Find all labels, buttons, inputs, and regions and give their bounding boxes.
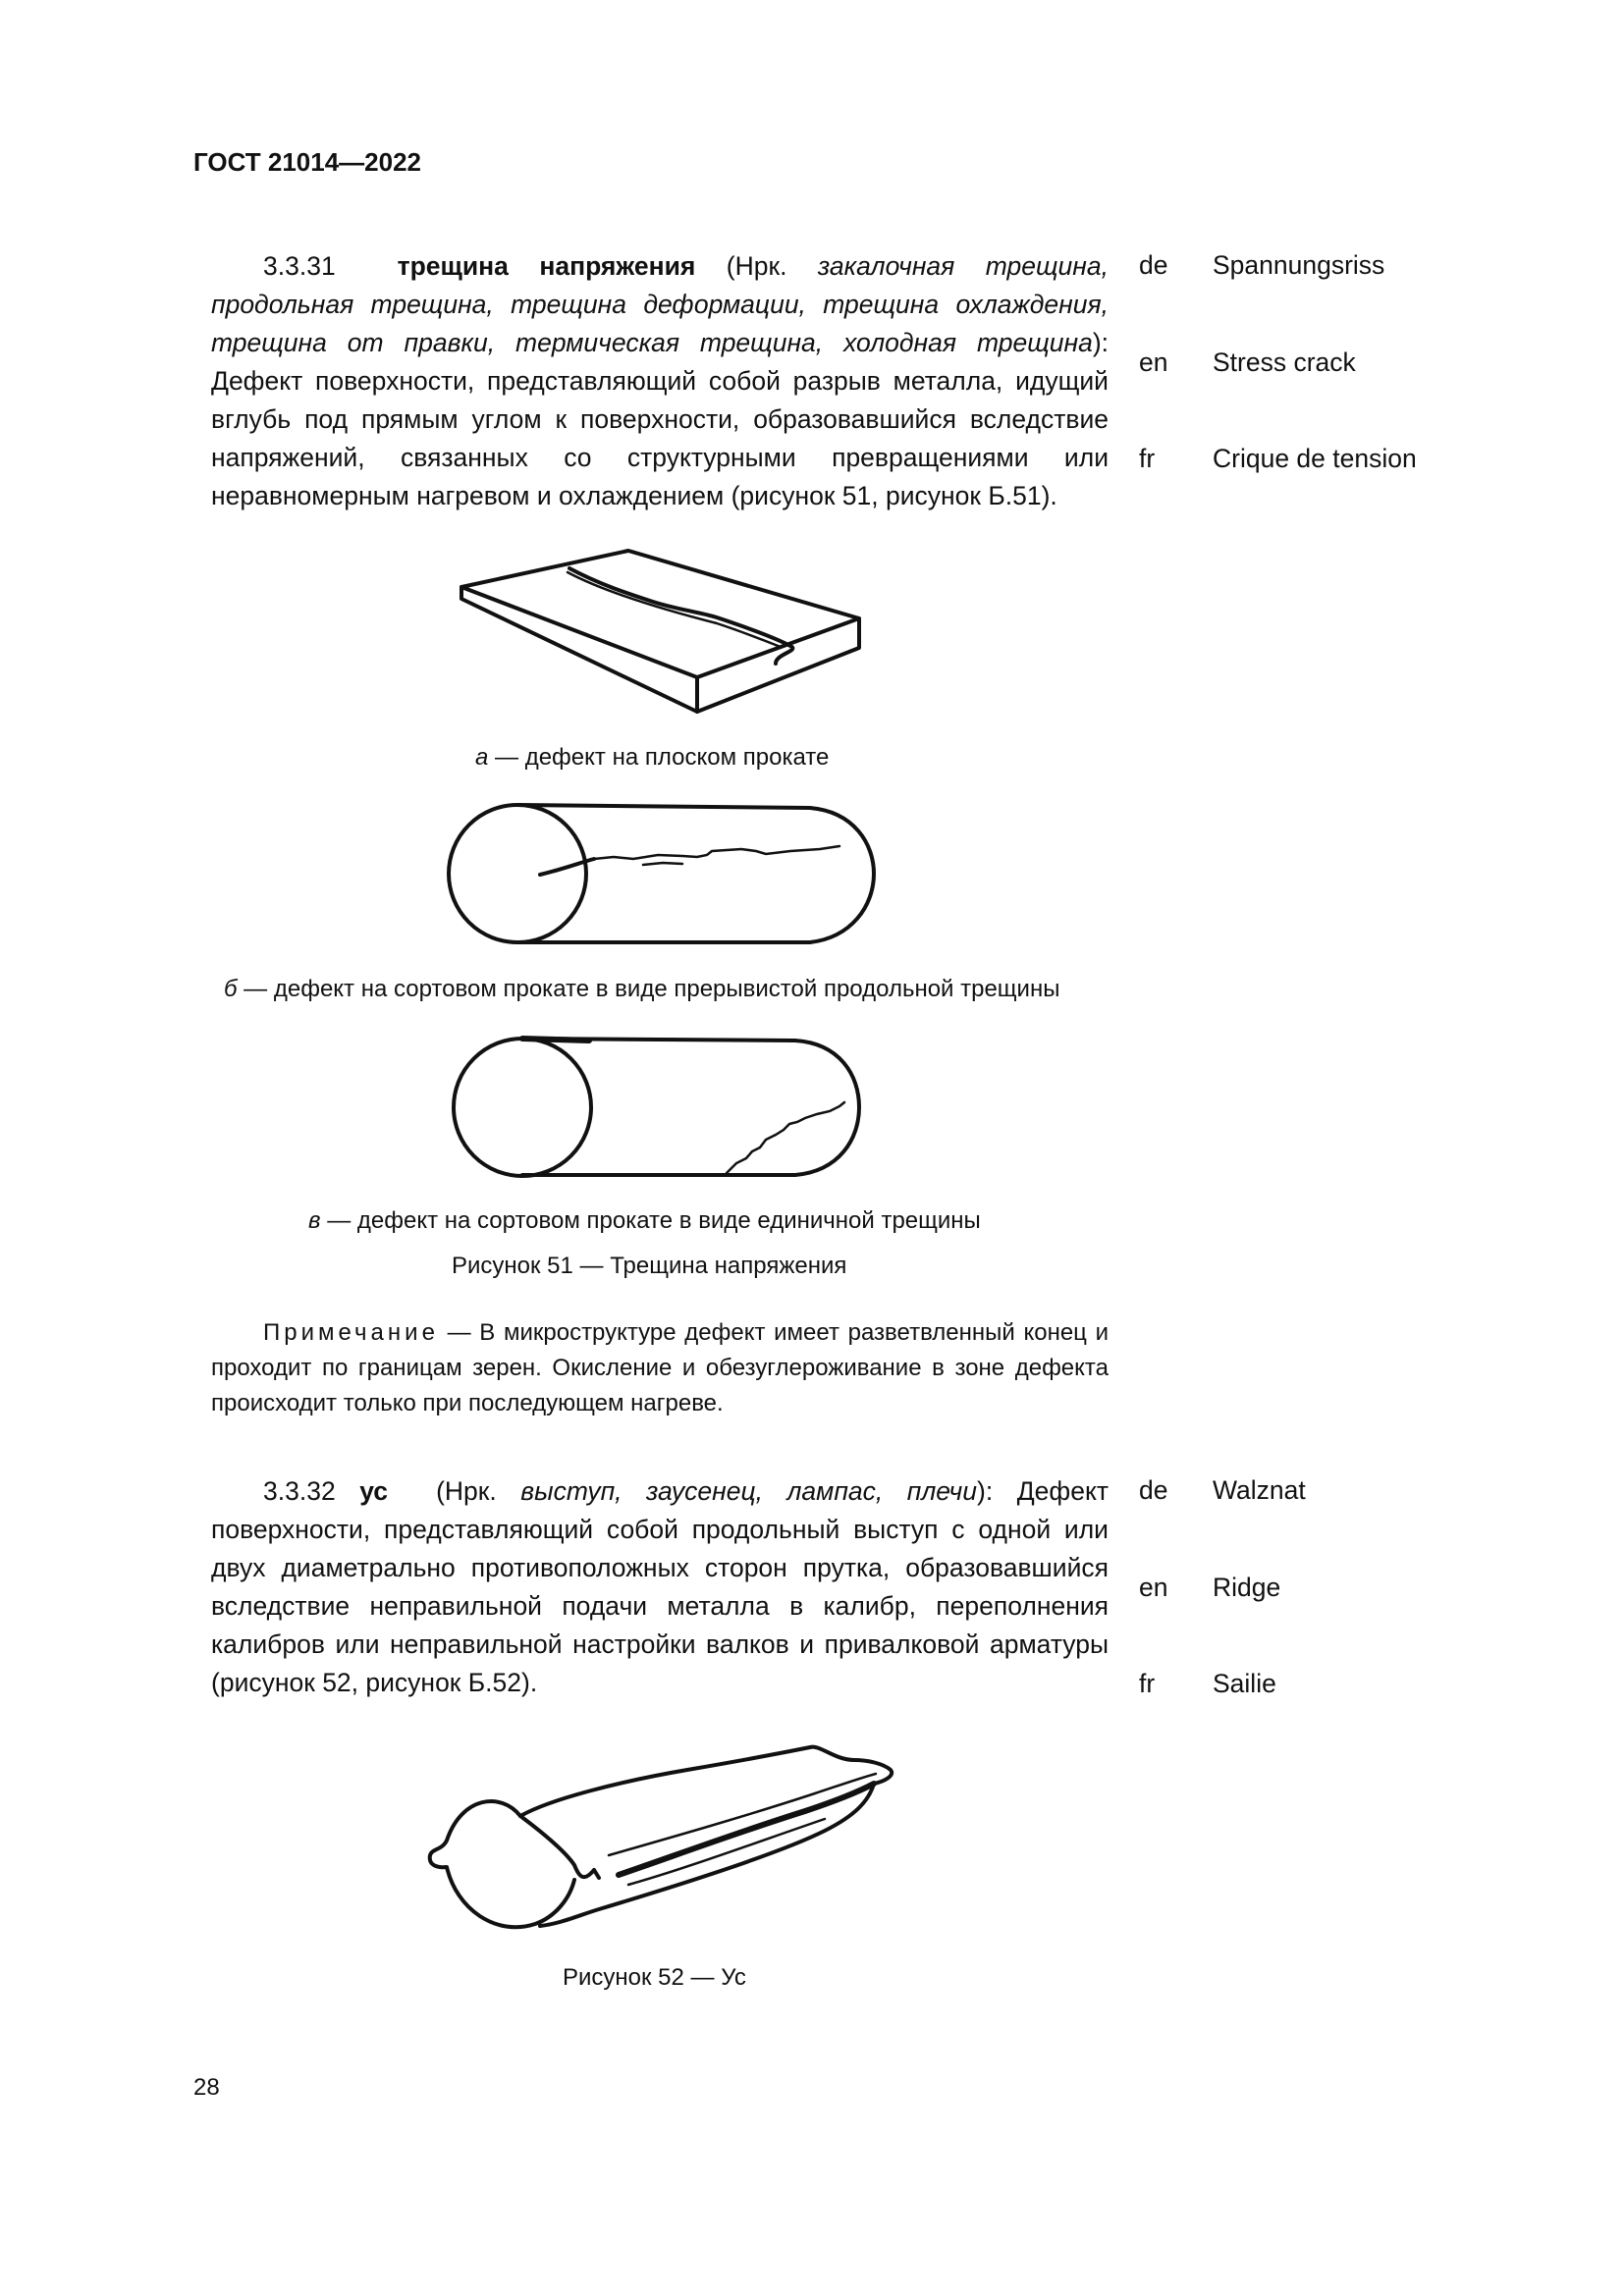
term-definition: Дефект поверхности, представляющий собой разрыв металла, идущий вглубь под прямым углом к поверхности, образовавшийся вследствие напряжений, связанных со структурными превращениями или неравномерным нагревом и охлаждением (рисунок 51, рисунок Б.51). (211, 366, 1109, 510)
term-name: ус (359, 1476, 389, 1506)
figure-51c-round-bar-drawing (452, 1036, 864, 1183)
figure-52-title: Рисунок 52 — Ус (563, 1964, 746, 1991)
figure-51c-caption (308, 1207, 981, 1235)
translation-fr: Crique de tension (1213, 444, 1417, 473)
nrk-prefix: (Нрк. (436, 1476, 497, 1506)
lang-code-de: de (1139, 1475, 1168, 1505)
translation-de: Walznat (1213, 1475, 1306, 1505)
note-text: — В микроструктуре дефект имеет разветвленный конец и проходит по границам зерен. Окисление и обезуглероживание в зоне дефекта происходит только при последующем нагреве. (211, 1319, 1110, 1416)
term-name: трещина напряжения (397, 251, 696, 281)
caption-letter: б (224, 976, 238, 1002)
note-paragraph (211, 1315, 1109, 1421)
document-header: ГОСТ 21014—2022 (193, 147, 421, 177)
figure-51-title: Рисунок 51 — Трещина напряжения (452, 1253, 847, 1279)
nrk-prefix: (Нрк. (726, 251, 787, 281)
term-number: 3.3.31 (263, 251, 336, 281)
translation-fr: Sailie (1213, 1669, 1276, 1698)
figure-51a-caption (475, 744, 829, 772)
page-number: 28 (193, 2074, 220, 2101)
lang-code-en: en (1139, 347, 1168, 377)
term-number: 3.3.32 (263, 1476, 336, 1506)
caption-letter: а (475, 744, 489, 771)
nrk-suffix: ): (977, 1476, 994, 1506)
lang-code-en: en (1139, 1573, 1168, 1602)
note-label: Примечание (263, 1319, 439, 1346)
nrk-terms: закалочная трещина, продольная трещина, трещина деформации, трещина охлаждения, трещина от правки, термическая трещина, холодная трещина (211, 251, 1109, 357)
term-3-3-32-paragraph (211, 1472, 1109, 1702)
translation-en: Ridge (1213, 1573, 1281, 1602)
lang-code-de: de (1139, 250, 1168, 280)
figure-51a-flat-plate-drawing (452, 545, 864, 726)
caption-text: — дефект на плоском прокате (495, 744, 830, 771)
figure-52-ridge-bar-drawing (422, 1723, 903, 1949)
caption-text: — дефект на сортовом прокате в виде единичной трещины (327, 1207, 981, 1234)
translation-de: Spannungsriss (1213, 250, 1385, 280)
figure-51b-round-bar-drawing (447, 800, 879, 952)
term-3-3-31-paragraph (211, 247, 1109, 515)
nrk-terms: выступ, заусенец, лампас, плечи (520, 1476, 978, 1506)
nrk-suffix: ): (1092, 328, 1109, 357)
lang-code-fr: fr (1139, 444, 1156, 473)
figure-51b-caption (224, 976, 1059, 1003)
term-definition: Дефект поверхности, представляющий собой продольный выступ с одной или двух диаметрально противоположных сторон прутка, образовавшийся вследствие неправильной подачи металла в калибр, переполнения калибров или неправильной настройки валков и привалковой арматуры (рисунок 52, рисунок Б.52). (211, 1476, 1109, 1697)
translation-en: Stress crack (1213, 347, 1356, 377)
caption-text: — дефект на сортовом прокате в виде прерывистой продольной трещины (244, 976, 1060, 1002)
caption-letter: в (308, 1207, 321, 1234)
lang-code-fr: fr (1139, 1669, 1156, 1698)
